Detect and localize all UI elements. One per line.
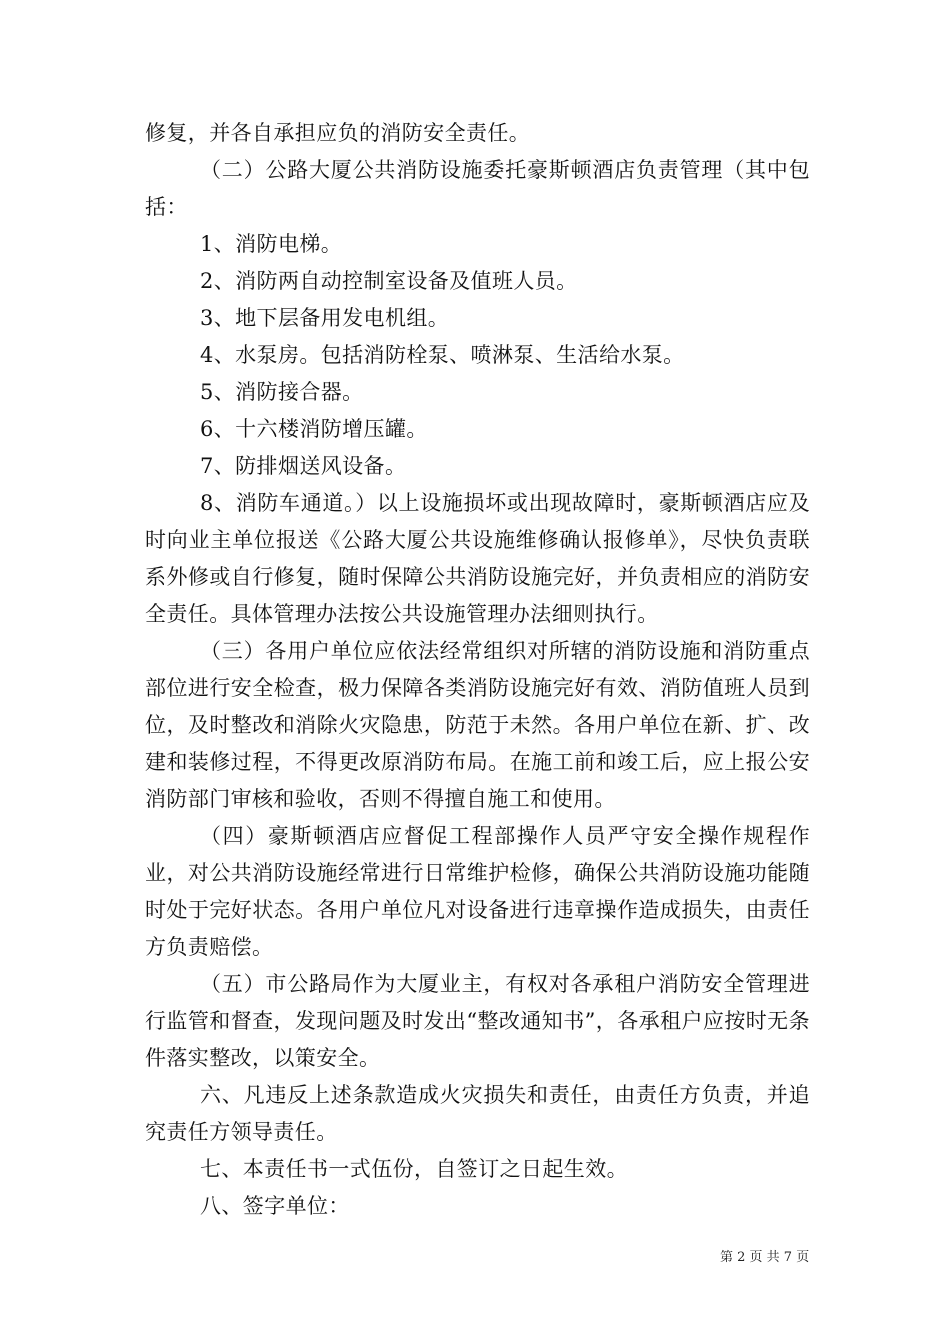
page-number: 第 2 页 共 7 页 [720, 1250, 810, 1265]
list-item-2: 2、消防两自动控制室设备及值班人员。 [200, 269, 578, 293]
paragraph-section-5: （五）市公路局作为大厦业主，有权对各承租户消防安全管理进行监管和督查，发现问题及时发出“整改通知书”，各承租户应按时无条件落实整改，以策安全。 [145, 972, 810, 1070]
list-item-7: 7、防排烟送风设备。 [200, 454, 407, 478]
list-item-6: 6、十六楼消防增压罐。 [200, 417, 428, 441]
paragraph-section-4: （四）豪斯顿酒店应督促工程部操作人员严守安全操作规程作业，对公共消防设施经常进行日常维护检修，确保公共消防设施功能随时处于完好状态。各用户单位凡对设备进行违章操作造成损失，由责任方负责赔偿。 [145, 824, 810, 959]
paragraph-1: 修复，并各自承担应负的消防安全责任。 [145, 121, 531, 145]
paragraph-2: （二）公路大厦公共消防设施委托豪斯顿酒店负责管理（其中包括： [145, 158, 810, 219]
list-item-1: 1、消防电梯。 [200, 232, 343, 256]
paragraph-section-3: （三）各用户单位应依法经常组织对所辖的消防设施和消防重点部位进行安全检查，极力保障各类消防设施完好有效、消防值班人员到位，及时整改和消除火灾隐患，防范于未然。各用户单位在新、扩、改建和装修过程，不得更改原消防布局。在施工前和竣工后，应上报公安消防部门审核和验收，否则不得擅自施工和使用。 [145, 639, 810, 811]
paragraph-article-7: 七、本责任书一式伍份，自签订之日起生效。 [200, 1157, 628, 1181]
list-item-4: 4、水泵房。包括消防栓泵、喷淋泵、生活给水泵。 [200, 343, 685, 367]
list-item-5: 5、消防接合器。 [200, 380, 364, 404]
list-item-3: 3、地下层备用发电机组。 [200, 306, 450, 330]
paragraph-article-6: 六、凡违反上述条款造成火灾损失和责任，由责任方负责，并追究责任方领导责任。 [145, 1083, 810, 1144]
list-item-8: 8、消防车通道。）以上设施损坏或出现故障时，豪斯顿酒店应及时向业主单位报送《公路大厦公共设施维修确认报修单》，尽快负责联系外修或自行修复，随时保障公共消防设施完好，并负责相应的消防安全责任。具体管理办法按公共设施管理办法细则执行。 [145, 491, 810, 626]
document-body [145, 115, 810, 1225]
paragraph-article-8: 八、签字单位： [200, 1194, 350, 1218]
